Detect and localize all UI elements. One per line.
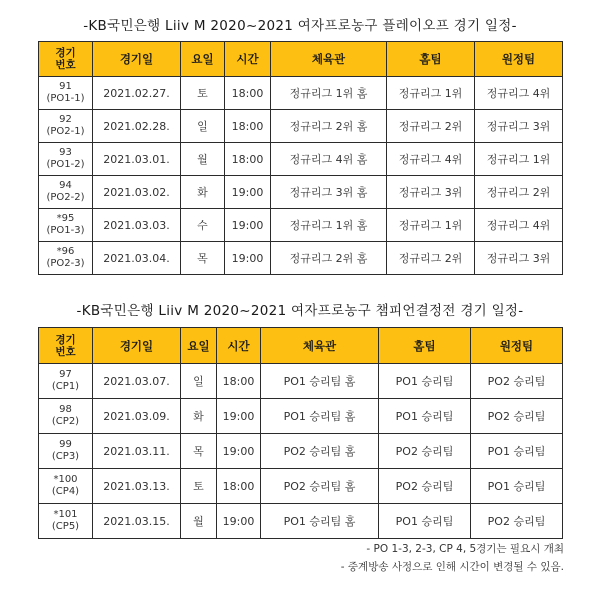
away-team-cell: PO2 승리팀 — [471, 399, 563, 434]
table-row — [39, 504, 563, 539]
home-team-cell: PO2 승리팀 — [379, 469, 471, 504]
header-time: 시간 — [217, 328, 261, 364]
game-number-cell: *101 (CP5) — [39, 504, 93, 539]
game-number-cell: 91 (PO1-1) — [39, 77, 93, 110]
game-number-cell: 99 (CP3) — [39, 434, 93, 469]
venue-cell: PO2 승리팀 홈 — [261, 434, 379, 469]
weekday-cell: 목 — [181, 434, 217, 469]
home-team-cell: 정규리그 1위 — [387, 209, 475, 242]
home-team-cell: PO1 승리팀 — [379, 504, 471, 539]
championship-schedule-table — [38, 327, 563, 539]
championship-title: -KB국민은행 Liiv M 2020~2021 여자프로농구 챔피언결정전 경기 일정- — [76, 303, 524, 319]
date-cell: 2021.03.09. — [93, 399, 181, 434]
table-row — [39, 77, 563, 110]
time-cell: 18:00 — [225, 110, 271, 143]
header-home-team: 홈팀 — [387, 42, 475, 77]
playoff-schedule-table — [38, 41, 563, 275]
header-venue: 체육관 — [261, 328, 379, 364]
weekday-cell: 월 — [181, 143, 225, 176]
weekday-cell: 수 — [181, 209, 225, 242]
table-header-row — [39, 328, 563, 364]
note-time-change: - 중계방송 사정으로 인해 시간이 변경될 수 있음. — [340, 561, 564, 573]
table-row — [39, 364, 563, 399]
weekday-cell: 월 — [181, 504, 217, 539]
away-team-cell: 정규리그 1위 — [475, 143, 563, 176]
game-number-cell: *96 (PO2-3) — [39, 242, 93, 275]
venue-cell: 정규리그 2위 홈 — [271, 242, 387, 275]
away-team-cell: 정규리그 4위 — [475, 209, 563, 242]
header-game-number: 경기 번호 — [39, 42, 93, 77]
time-cell: 19:00 — [225, 176, 271, 209]
home-team-cell: 정규리그 2위 — [387, 242, 475, 275]
weekday-cell: 목 — [181, 242, 225, 275]
game-number-cell: 93 (PO1-2) — [39, 143, 93, 176]
note-optional-games: - PO 1-3, 2-3, CP 4, 5경기는 필요시 개최 — [366, 543, 564, 555]
away-team-cell: 정규리그 3위 — [475, 242, 563, 275]
home-team-cell: PO1 승리팀 — [379, 399, 471, 434]
date-cell: 2021.03.01. — [93, 143, 181, 176]
game-number-cell: 97 (CP1) — [39, 364, 93, 399]
venue-cell: 정규리그 3위 홈 — [271, 176, 387, 209]
table-row — [39, 176, 563, 209]
header-weekday: 요일 — [181, 42, 225, 77]
header-away-team: 원정팀 — [471, 328, 563, 364]
home-team-cell: 정규리그 2위 — [387, 110, 475, 143]
table-row — [39, 469, 563, 504]
date-cell: 2021.03.03. — [93, 209, 181, 242]
time-cell: 19:00 — [225, 209, 271, 242]
weekday-cell: 일 — [181, 110, 225, 143]
time-cell: 18:00 — [225, 143, 271, 176]
date-cell: 2021.03.02. — [93, 176, 181, 209]
venue-cell: 정규리그 2위 홈 — [271, 110, 387, 143]
header-weekday: 요일 — [181, 328, 217, 364]
home-team-cell: 정규리그 4위 — [387, 143, 475, 176]
game-number-cell: 92 (PO2-1) — [39, 110, 93, 143]
weekday-cell: 일 — [181, 364, 217, 399]
time-cell: 18:00 — [225, 77, 271, 110]
date-cell: 2021.03.11. — [93, 434, 181, 469]
venue-cell: 정규리그 4위 홈 — [271, 143, 387, 176]
table-row — [39, 143, 563, 176]
header-date: 경기일 — [93, 328, 181, 364]
time-cell: 19:00 — [217, 399, 261, 434]
time-cell: 19:00 — [225, 242, 271, 275]
away-team-cell: PO1 승리팀 — [471, 434, 563, 469]
date-cell: 2021.03.13. — [93, 469, 181, 504]
venue-cell: PO1 승리팀 홈 — [261, 504, 379, 539]
game-number-cell: 94 (PO2-2) — [39, 176, 93, 209]
home-team-cell: PO2 승리팀 — [379, 434, 471, 469]
date-cell: 2021.03.04. — [93, 242, 181, 275]
header-home-team: 홈팀 — [379, 328, 471, 364]
venue-cell: PO1 승리팀 홈 — [261, 399, 379, 434]
weekday-cell: 화 — [181, 176, 225, 209]
time-cell: 18:00 — [217, 469, 261, 504]
header-date: 경기일 — [93, 42, 181, 77]
home-team-cell: 정규리그 1위 — [387, 77, 475, 110]
venue-cell: PO1 승리팀 홈 — [261, 364, 379, 399]
venue-cell: 정규리그 1위 홈 — [271, 77, 387, 110]
away-team-cell: PO2 승리팀 — [471, 504, 563, 539]
home-team-cell: 정규리그 3위 — [387, 176, 475, 209]
date-cell: 2021.02.27. — [93, 77, 181, 110]
table-row — [39, 434, 563, 469]
away-team-cell: 정규리그 4위 — [475, 77, 563, 110]
table-row — [39, 242, 563, 275]
home-team-cell: PO1 승리팀 — [379, 364, 471, 399]
time-cell: 19:00 — [217, 434, 261, 469]
table-header-row — [39, 42, 563, 77]
date-cell: 2021.03.15. — [93, 504, 181, 539]
weekday-cell: 토 — [181, 469, 217, 504]
weekday-cell: 토 — [181, 77, 225, 110]
away-team-cell: 정규리그 3위 — [475, 110, 563, 143]
game-number-cell: *100 (CP4) — [39, 469, 93, 504]
away-team-cell: 정규리그 2위 — [475, 176, 563, 209]
away-team-cell: PO2 승리팀 — [471, 364, 563, 399]
date-cell: 2021.02.28. — [93, 110, 181, 143]
weekday-cell: 화 — [181, 399, 217, 434]
away-team-cell: PO1 승리팀 — [471, 469, 563, 504]
playoff-title: -KB국민은행 Liiv M 2020~2021 여자프로농구 플레이오프 경기 일정- — [83, 18, 517, 34]
table-row — [39, 399, 563, 434]
table-row — [39, 209, 563, 242]
game-number-cell: 98 (CP2) — [39, 399, 93, 434]
time-cell: 19:00 — [217, 504, 261, 539]
table-row — [39, 110, 563, 143]
game-number-cell: *95 (PO1-3) — [39, 209, 93, 242]
time-cell: 18:00 — [217, 364, 261, 399]
date-cell: 2021.03.07. — [93, 364, 181, 399]
venue-cell: PO2 승리팀 홈 — [261, 469, 379, 504]
header-away-team: 원정팀 — [475, 42, 563, 77]
header-venue: 체육관 — [271, 42, 387, 77]
schedule-notes — [341, 540, 564, 576]
venue-cell: 정규리그 1위 홈 — [271, 209, 387, 242]
header-time: 시간 — [225, 42, 271, 77]
header-game-number: 경기 번호 — [39, 328, 93, 364]
